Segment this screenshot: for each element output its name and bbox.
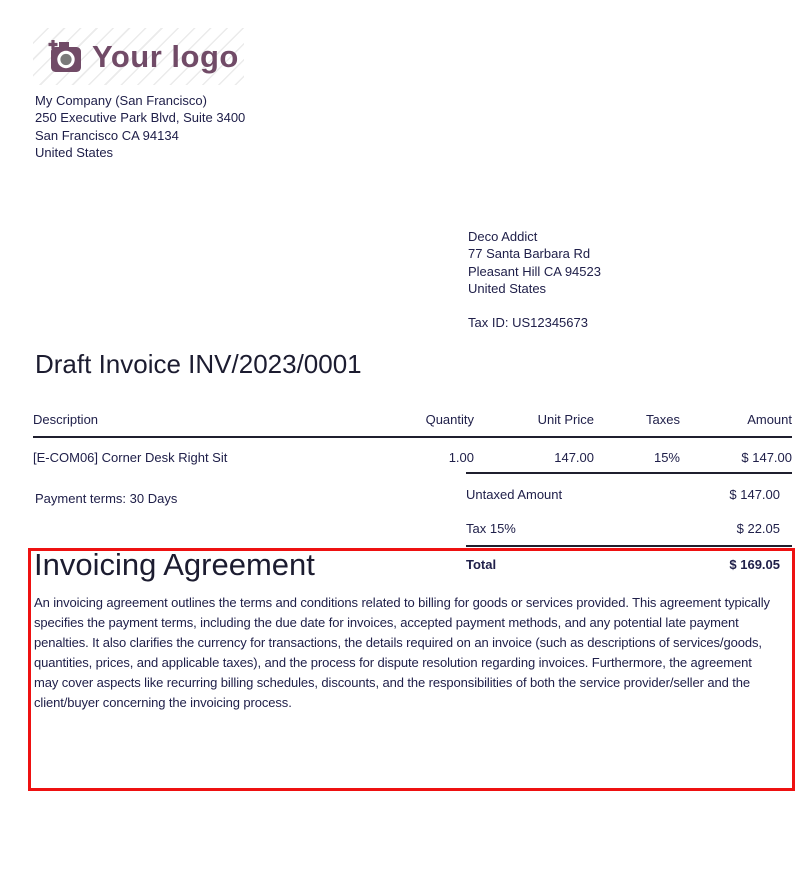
agreement-heading: Invoicing Agreement [34,547,315,582]
payment-terms: Payment terms: 30 Days [35,491,178,506]
header-amount: Amount [747,412,792,427]
agreement-body: An invoicing agreement outlines the terms and conditions related to billing for goods or services provided. This agreement typically specifies the payment terms, including the due date for invoices, accepted payment methods, and any potential late payment penalties. It also clarifies the currency for transactions, the details required on an invoice (such as descriptions of services/goods, quantities, prices, and applicable taxes), and the process for dispute resolution regarding invoices. Furthermore, the agreement may cover aspects like recurring billing schedules, discounts, and the responsibilities of both the service provider/seller and the client/buyer concerning the invoicing process. [34,595,770,710]
company-city: San Francisco CA 94134 [35,127,179,143]
tax-label: Tax 15% [466,520,516,536]
line-items-table [33,412,792,465]
header-taxes: Taxes [646,412,680,427]
logo-placeholder [33,28,244,85]
invoice-title: Draft Invoice INV/2023/0001 [35,349,362,379]
customer-street: 77 Santa Barbara Rd [468,246,591,262]
company-address [35,92,245,162]
total-label: Total [466,556,497,572]
customer-tax-id: Tax ID: US12345673 [468,314,588,330]
company-name: My Company (San Francisco) [35,93,207,108]
cell-quantity: 1.00 [448,450,474,465]
untaxed-amount-value: $ 147.00 [729,486,780,502]
cell-description: [E-COM06] Corner Desk Right Sit [33,450,228,465]
company-street: 250 Executive Park Blvd, Suite 3400 [35,110,246,126]
table-row [33,438,792,465]
cell-amount: $ 147.00 [741,450,792,465]
tax-value: $ 22.05 [736,520,780,536]
table-header-row [33,412,792,438]
tax-row [466,511,792,545]
agreement-highlight-box [28,548,795,791]
customer-address [468,228,601,331]
company-country: United States [35,145,114,161]
customer-country: United States [468,281,547,297]
camera-plus-icon [46,38,83,75]
header-unit-price: Unit Price [537,412,594,427]
customer-city: Pleasant Hill CA 94523 [468,263,601,279]
header-description: Description [33,412,99,427]
cell-taxes: 15% [653,450,680,465]
cell-unit-price: 147.00 [554,450,594,465]
logo-text: Your logo [92,38,239,74]
header-quantity: Quantity [425,412,474,427]
total-value: $ 169.05 [729,556,780,572]
untaxed-amount-label: Untaxed Amount [466,486,563,502]
customer-name: Deco Addict [468,229,538,244]
untaxed-amount-row [466,477,792,511]
